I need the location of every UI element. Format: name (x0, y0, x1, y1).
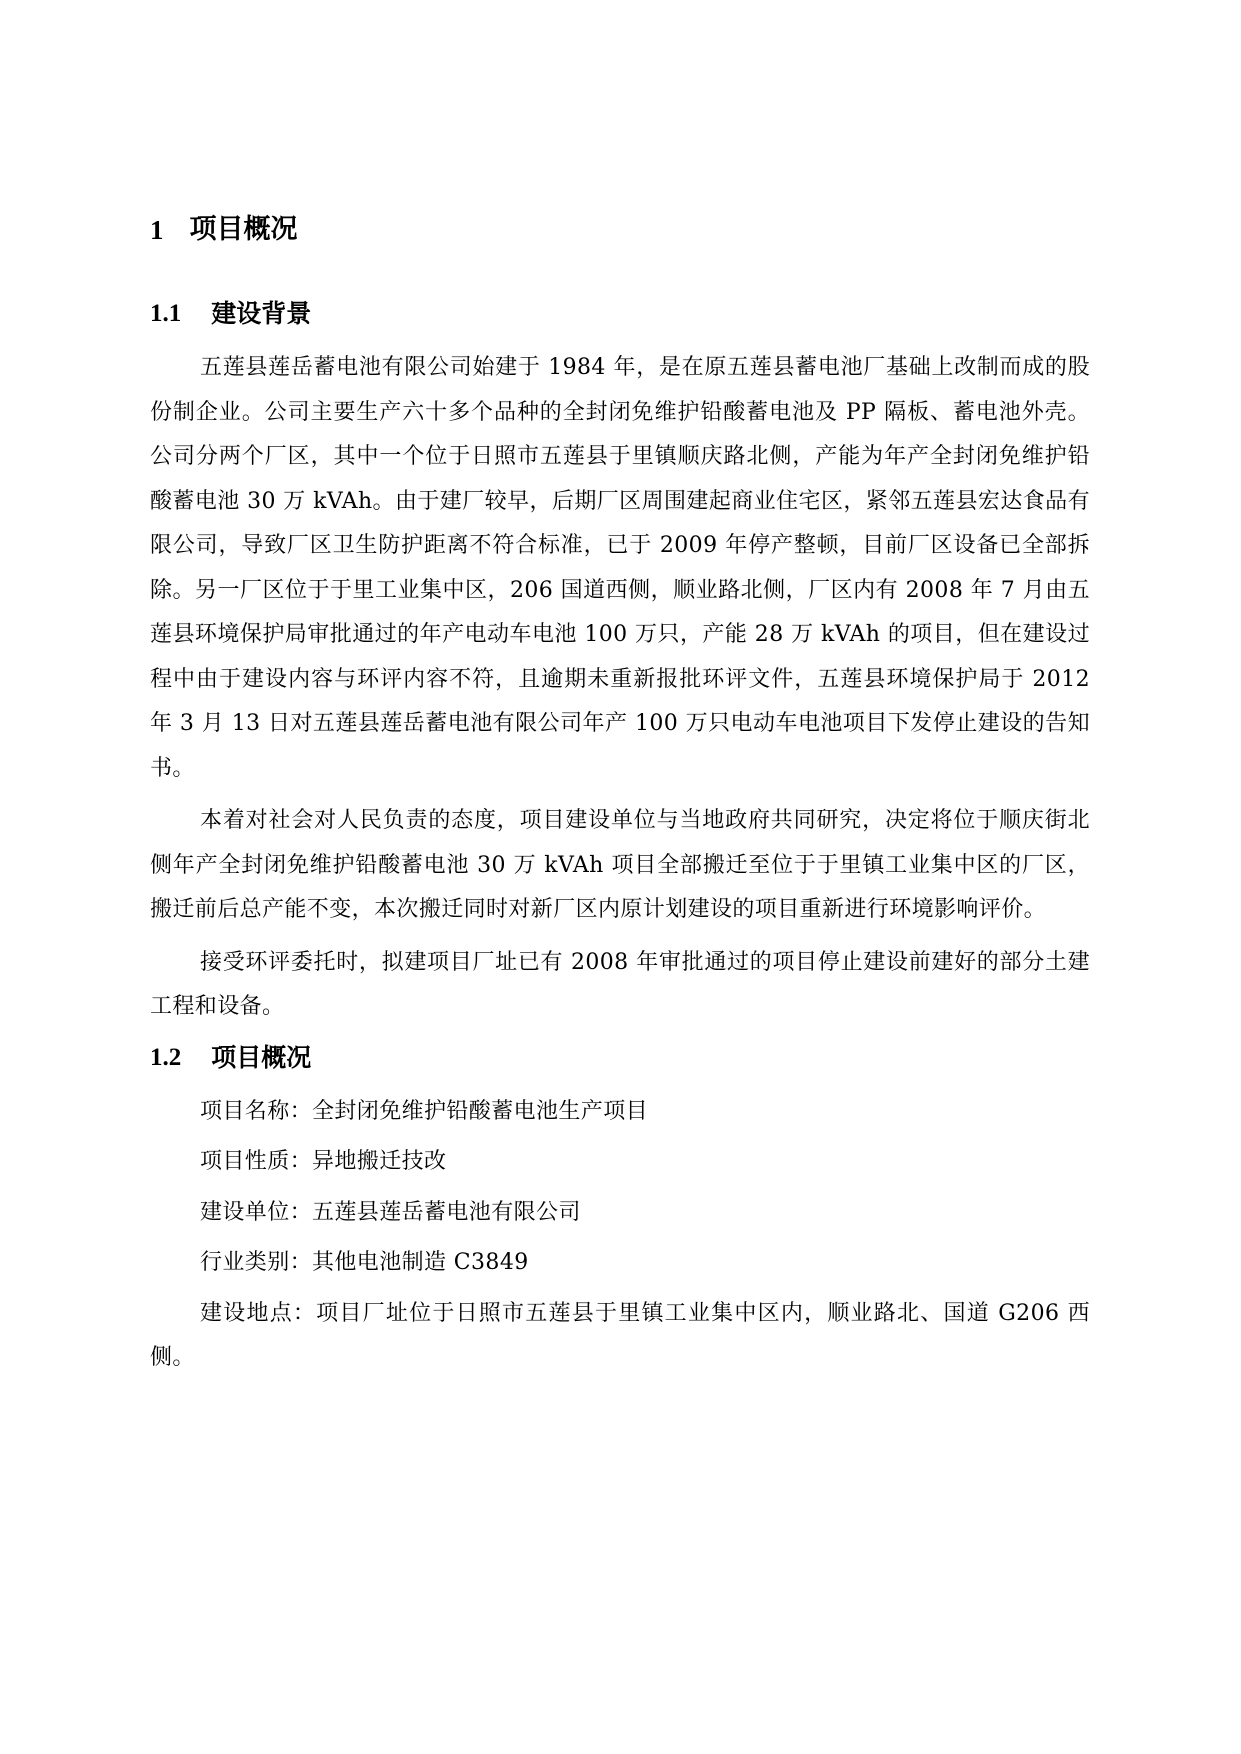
industry-category-item: 行业类别：其他电池制造 C3849 (200, 1250, 529, 1275)
paragraph-background-2: 本着对社会对人民负责的态度，项目建设单位与当地政府共同研究，决定将位于顺庆街北侧年产全封闭免维护铅酸蓄电池 30 万 kVAh 项目全部搬迁至位于于里镇工业集中区的厂区，搬迁前后总产能不变，本次搬迁同时对新厂区内原计划建设的项目重新进行环境影响评价。 (150, 808, 1090, 922)
section-title: 项目概况 (211, 1042, 312, 1072)
section-number: 1.2 (150, 1043, 182, 1071)
section-title: 建设背景 (211, 299, 312, 328)
project-nature-item: 项目性质：异地搬迁技改 (200, 1149, 447, 1174)
section-heading-1 (150, 210, 1090, 250)
page-content (150, 210, 1090, 1387)
section-number: 1.1 (150, 300, 182, 327)
section-title: 项目概况 (189, 214, 298, 245)
section-number: 1 (150, 215, 164, 245)
project-name-item: 项目名称：全封闭免维护铅酸蓄电池生产项目 (200, 1098, 649, 1124)
paragraph-background-1: 五莲县莲岳蓄电池有限公司始建于 1984 年，是在原五莲县蓄电池厂基础上改制而成的股份制企业。公司主要生产六十多个品种的全封闭免维护铅酸蓄电池及 PP 隔板、蓄电池外壳。公司分两个厂区，其中一个位于日照市五莲县于里镇顺庆路北侧，产能为年产全封闭免维护铅酸蓄电池 30 万 kVAh。由于建厂较早，后期厂区周围建起商业住宅区，紧邻五莲县宏达食品有限公司，导致厂区卫生防护距离不符合标准，已于 2009 年停产整顿，目前厂区设备已全部拆除。另一厂区位于于里工业集中区，206 国道西侧，顺业路北侧，厂区内有 2008 年 7 月由五莲县环境保护局审批通过的年产电动车电池 100 万只，产能 28 万 kVAh 的项目，但在建设过程中由于建设内容与环评内容不符，且逾期未重新报批环评文件，五莲县环境保护局于 2012 年 3 月 13 日对五莲县莲岳蓄电池有限公司年产 100 万只电动车电池项目下发停止建设的告知书。 (150, 355, 1090, 781)
paragraph-background-3: 接受环评委托时，拟建项目厂址已有 2008 年审批通过的项目停止建设前建好的部分土建工程和设备。 (150, 949, 1090, 1019)
construction-unit-item: 建设单位：五莲县莲岳蓄电池有限公司 (200, 1199, 581, 1225)
construction-site-item: 建设地点：项目厂址位于日照市五莲县于里镇工业集中区内，顺业路北、国道 G206 西侧。 (150, 1300, 1090, 1370)
section-heading-1-2 (150, 1038, 1090, 1078)
section-heading-1-1 (150, 294, 1090, 334)
